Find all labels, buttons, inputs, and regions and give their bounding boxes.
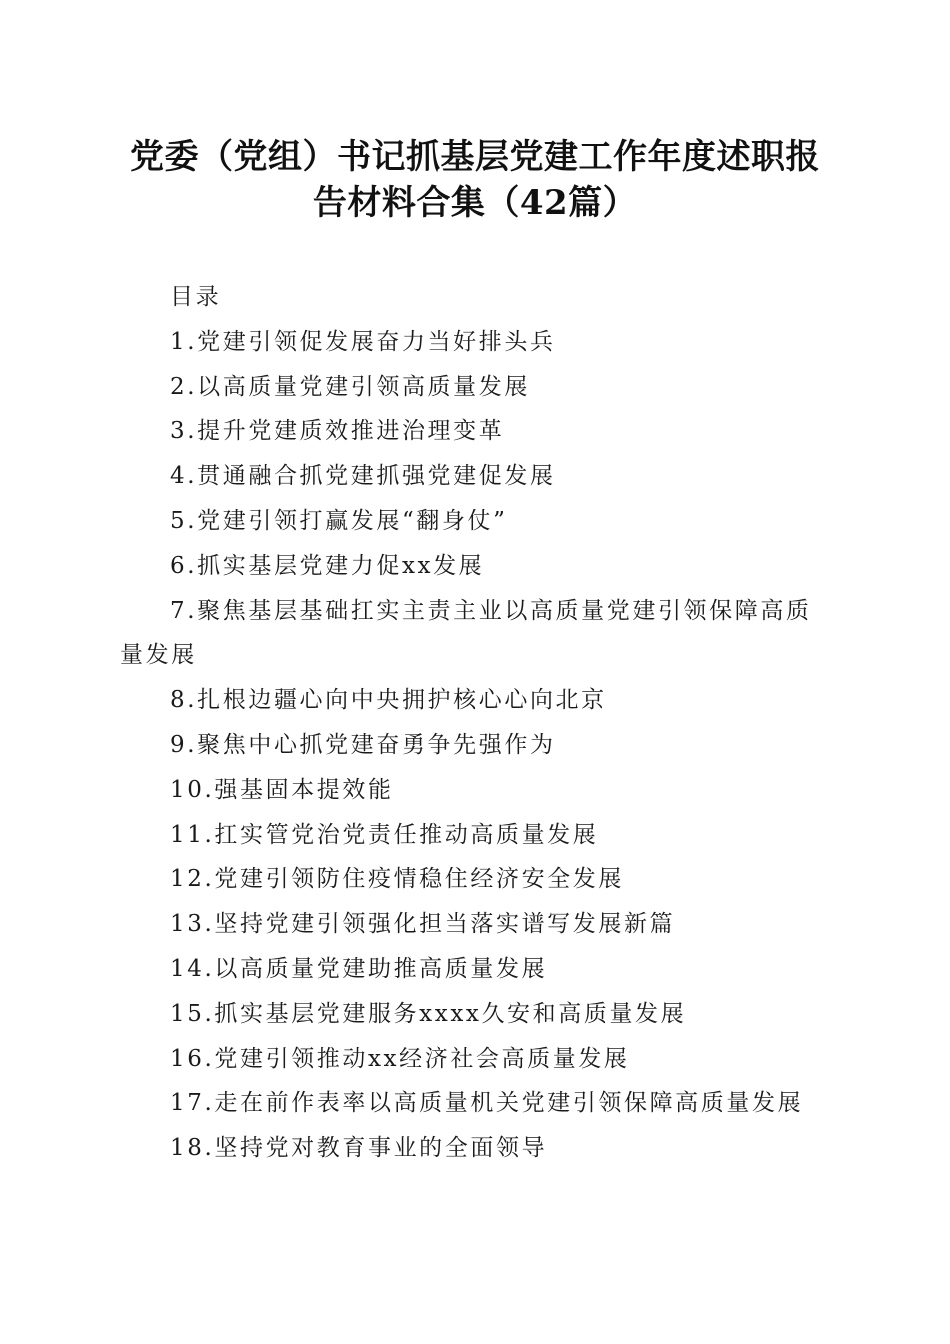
toc-item: 1.党建引领促发展奋力当好排头兵: [170, 328, 556, 355]
document-title: [110, 134, 840, 226]
title-line-2: 告材料合集（42篇）: [312, 183, 638, 223]
toc-item: 3.提升党建质效推进治理变革: [170, 418, 505, 445]
title-line-1: 党委（党组）书记抓基层党建工作年度述职报: [130, 137, 820, 177]
toc-item: 8.扎根边疆心向中央拥护核心心向北京: [170, 687, 607, 714]
toc-heading: 目录: [170, 284, 222, 310]
toc-item: 13.坚持党建引领强化担当落实谱写发展新篇: [170, 911, 676, 938]
table-of-contents: [120, 275, 830, 1171]
toc-item: 14.以高质量党建助推高质量发展: [170, 955, 548, 982]
toc-item: 11.扛实管党治党责任推动高质量发展: [170, 821, 599, 848]
toc-item: 5.党建引领打赢发展“翻身仗”: [170, 507, 508, 534]
toc-item: 17.走在前作表率以高质量机关党建引领保障高质量发展: [170, 1090, 804, 1117]
toc-item: 4.贯通融合抓党建抓强党建促发展: [170, 463, 556, 490]
toc-item: 6.抓实基层党建力促xx发展: [170, 552, 485, 579]
toc-item: 16.党建引领推动xx经济社会高质量发展: [170, 1045, 630, 1072]
toc-item: 15.抓实基层党建服务xxxx久安和高质量发展: [170, 1000, 687, 1027]
toc-item: 18.坚持党对教育事业的全面领导: [170, 1135, 548, 1162]
toc-list: [120, 320, 830, 1171]
toc-item: 9.聚焦中心抓党建奋勇争先强作为: [170, 731, 556, 758]
toc-item: 12.党建引领防住疫情稳住经济安全发展: [170, 866, 624, 893]
toc-item: 2.以高质量党建引领高质量发展: [170, 373, 530, 400]
toc-item: 7.聚焦基层基础扛实主责主业以高质量党建引领保障高质量发展: [120, 597, 812, 669]
toc-item: 10.强基固本提效能: [170, 776, 394, 803]
